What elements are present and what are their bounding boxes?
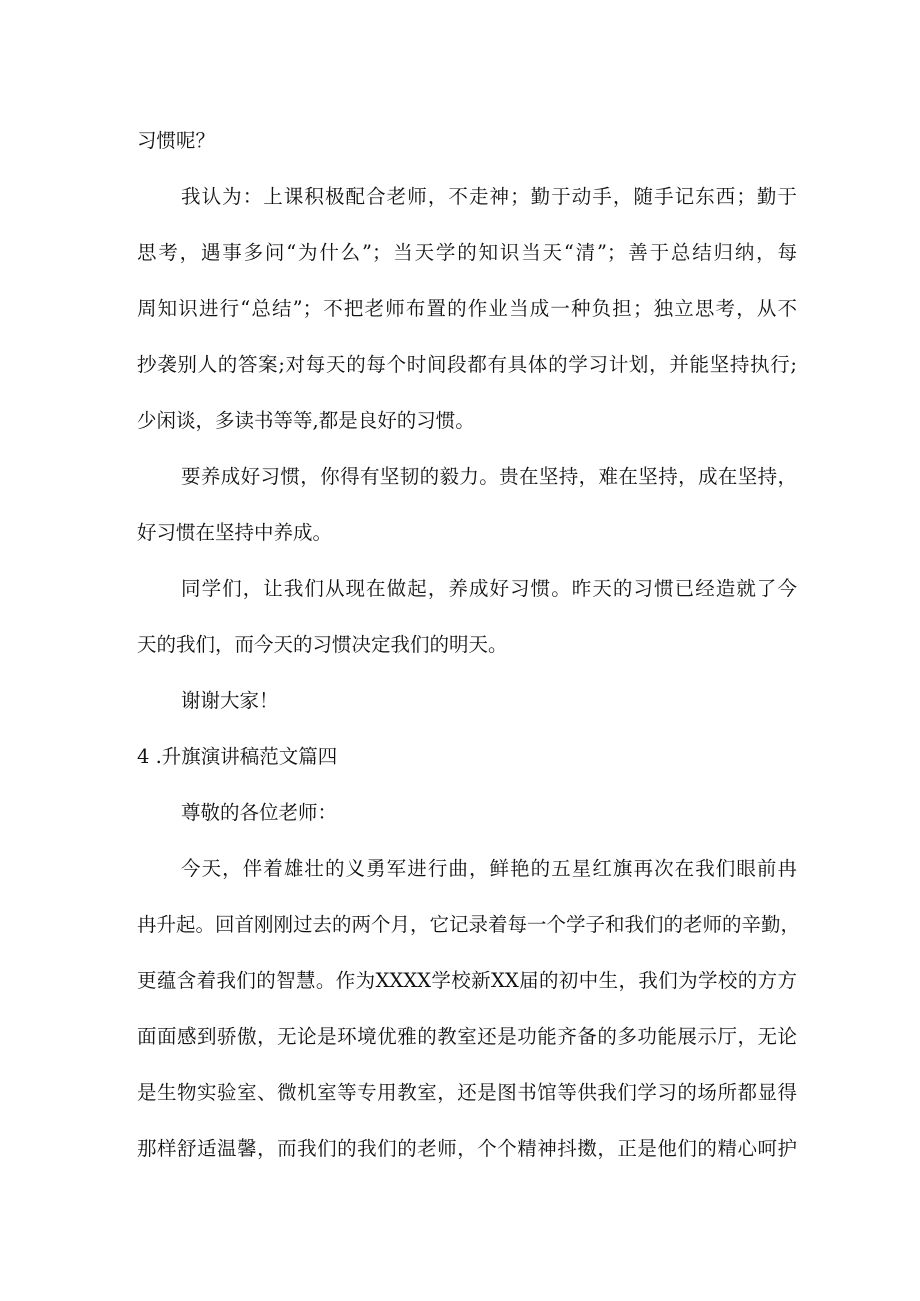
- paragraph-2-line-1: 我认为：上课积极配合老师，不走神；勤于动手，随手记东西；勤于: [181, 185, 797, 208]
- paragraph-3-line-1: 要养成好习惯，你得有坚韧的毅力。贵在坚持，难在坚持，成在坚持，: [181, 465, 797, 488]
- paragraph-6-line-6: 那样舒适温馨，而我们的我们的老师，个个精神抖擞，正是他们的精心呵护: [137, 1137, 797, 1160]
- paragraph-3-line-2: 好习惯在坚持中养成。: [137, 521, 333, 544]
- section-heading: 4 .升旗演讲稿范文篇四: [137, 745, 338, 768]
- paragraph-6-line-1: 今天，伴着雄壮的义勇军进行曲，鲜艳的五星红旗再次在我们眼前冉: [181, 857, 797, 880]
- paragraph-2-line-5: 少闲谈，多读书等等,都是良好的习惯。: [137, 409, 475, 432]
- paragraph-6-line-5: 是生物实验室、微机室等专用教室，还是图书馆等供我们学习的场所都显得: [137, 1081, 797, 1104]
- paragraph-6-line-3: 更蕴含着我们的智慧。作为XXXX学校新XX届的初中生，我们为学校的方方: [137, 969, 797, 992]
- paragraph-6-line-2: 冉升起。回首刚刚过去的两个月，它记录着每一个学子和我们的老师的辛勤，: [137, 913, 801, 936]
- paragraph-6-line-4: 面面感到骄傲，无论是环境优雅的教室还是功能齐备的多功能展示厅，无论: [137, 1025, 797, 1048]
- salutation: 尊敬的各位老师：: [181, 801, 338, 824]
- paragraph-2-line-2: 思考，遇事多问“为什么”；当天学的知识当天“清”；善于总结归纳，每: [137, 241, 797, 264]
- paragraph-4-line-1: 同学们，让我们从现在做起，养成好习惯。昨天的习惯已经造就了今: [181, 577, 797, 600]
- paragraph-2-line-4: 抄袭别人的答案;对每天的每个时间段都有具体的学习计划，并能坚持执行;: [137, 353, 797, 376]
- paragraph-2-line-3: 周知识进行“总结”；不把老师布置的作业当成一种负担；独立思考，从不: [137, 297, 797, 320]
- paragraph-5-line-1: 谢谢大家！: [181, 689, 279, 712]
- paragraph-1-line-1: 习惯呢？: [137, 129, 216, 152]
- paragraph-4-line-2: 天的我们，而今天的习惯决定我们的明天。: [137, 633, 508, 656]
